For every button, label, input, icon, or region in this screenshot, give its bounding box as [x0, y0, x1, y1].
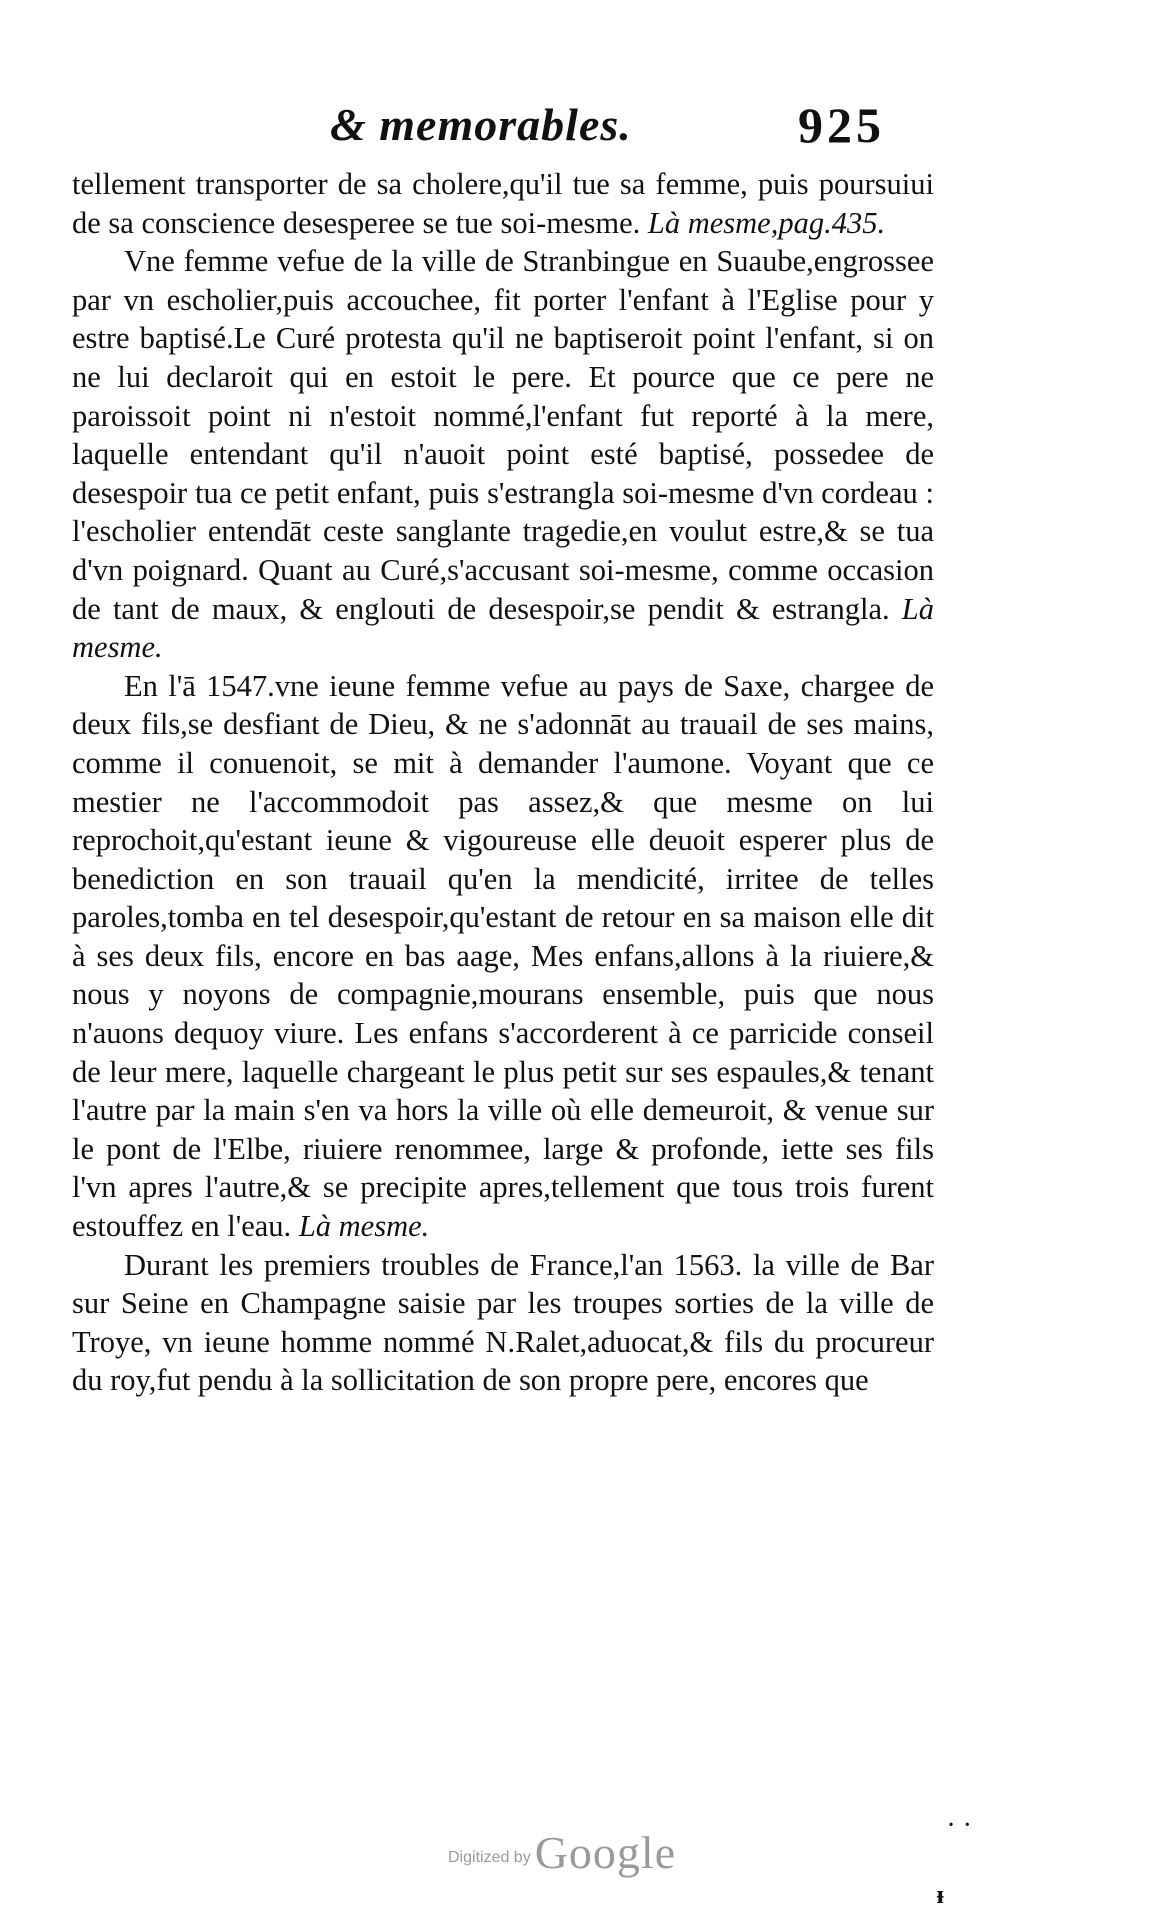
paragraph-4 — [72, 1246, 934, 1400]
paragraph-3 — [72, 667, 934, 1246]
source-reference: Là mesme. — [72, 591, 934, 665]
body-text — [72, 165, 934, 1400]
paragraph-text: En l'ā 1547.vne ieune femme vefue au pays de Saxe, chargee de deux fils,se desfiant de Dieu, & ne s'adonnāt au trauail de ses mains, comme il conuenoit, se mit à demander l'aumone. Voyant que ce mestier ne l'accommodoit pas assez,& que mesme on lui reprochoit,qu'estant ieune & vigoureuse elle deuoit esperer plus de benediction en son trauail qu'en la mendicité, irritee de telles paroles,tomba en tel desespoir,qu'estant de retour en sa maison elle dit à ses deux fils, encore en bas aage, Mes enfans,allons à la riuiere,& nous y noyons de compagnie,mourans ensemble, puis que nous n'auons dequoy viure. Les enfans s'accorderent à ce parricide conseil de leur mere, laquelle chargeant le plus petit sur ses espaules,& tenant l'autre par la main s'en va hors la ville où elle demeuroit, & venue sur le pont de l'Elbe, riuiere renommee, large & profonde, iette ses fils l'vn apres l'autre,& se precipite apres,tellement que tous trois furent estouffez en l'eau. — [72, 668, 934, 1244]
source-reference: Là mesme,pag.435. — [647, 205, 886, 240]
paragraph-text: tellement transporter de sa cholere,qu'il tue sa femme, puis poursuiui de sa conscience desesperee se tue soi-mesme. — [72, 167, 934, 240]
google-logo: Google — [534, 1827, 677, 1878]
page-number: 925 — [798, 97, 885, 153]
corner-mark: ᵻ — [936, 1880, 944, 1909]
paragraph-2 — [72, 242, 934, 667]
stray-marks: · · — [946, 1810, 972, 1841]
digitized-by-google — [448, 1826, 676, 1879]
running-title: & memorables. — [330, 99, 632, 150]
paragraph-1 — [72, 165, 934, 242]
page-header — [0, 98, 1172, 158]
digitized-label: Digitized by — [448, 1849, 531, 1866]
source-reference: Là mesme. — [298, 1209, 430, 1244]
paragraph-text: Durant les premiers troubles de France,l'an 1563. la ville de Bar sur Seine en Champagne saisie par les troupes sorties de la ville de Troye, vn ieune homme nommé N.Ralet,aduocat,& fils du procureur du roy,fut pendu à la sollicitation de son propre pere, encores que — [72, 1247, 934, 1398]
paragraph-text: Vne femme vefue de la ville de Stranbingue en Suaube,engrossee par vn escholier,puis accouchee, fit porter l'enfant à l'Eglise pour y estre baptisé.Le Curé protesta qu'il ne baptiseroit point l'enfant, si on ne lui declaroit qui en estoit le pere. Et pource que ce pere ne paroissoit point ni n'estoit nommé,l'enfant fut reporté à la mere, laquelle entendant qu'il n'auoit point esté baptisé, possedee de desespoir tua ce petit enfant, puis s'estrangla soi-mesme d'vn cordeau : l'escholier entendāt ceste sanglante tragedie,en voulut estre,& se tua d'vn poignard. Quant au Curé,s'accusant soi-mesme, comme occasion de tant de maux, & englouti de desespoir,se pendit & estrangla. — [72, 244, 934, 626]
